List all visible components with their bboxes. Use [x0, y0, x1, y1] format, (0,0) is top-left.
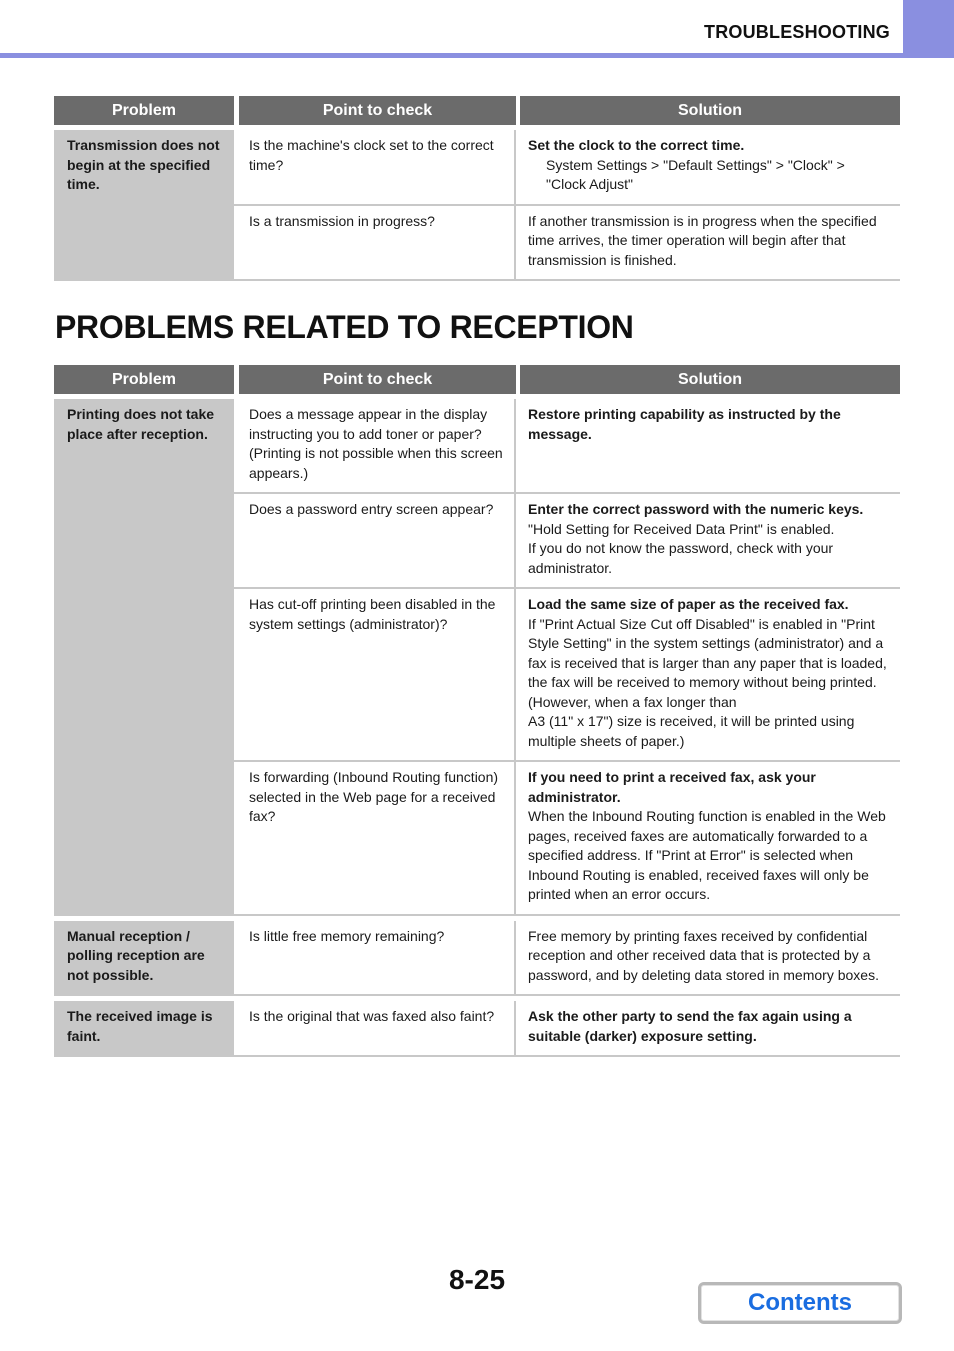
solution-cell: [516, 399, 900, 492]
point-to-check-cell: Is the machine's clock set to the correct time?: [234, 130, 516, 204]
point-to-check-cell: Has cut-off printing been disabled in the system settings (administrator)?: [234, 589, 516, 760]
problem-cell: The received image is faint.: [54, 1001, 234, 1057]
table-row: [234, 206, 900, 282]
point-to-check-cell: Is forwarding (Inbound Routing function) selected in the Web page for a received fax?: [234, 762, 516, 914]
point-to-check-cell: Is little free memory remaining?: [234, 921, 516, 995]
table-row: [234, 589, 900, 762]
solution-cell: [516, 762, 900, 914]
header-tab-block: [903, 0, 954, 58]
solution-cell: [516, 494, 900, 587]
solution-heading: Enter the correct password with the numeric keys.: [528, 501, 864, 517]
column-header-solution: Solution: [520, 365, 900, 394]
contents-button[interactable]: Contents: [698, 1282, 902, 1324]
table-header: [54, 96, 900, 125]
problem-cell: Transmission does not begin at the specified time.: [54, 130, 234, 281]
solution-heading: Set the clock to the correct time.: [528, 137, 745, 153]
problem-group: [54, 916, 900, 997]
table-row: [234, 494, 900, 589]
column-header-solution: Solution: [520, 96, 900, 125]
problem-group: [54, 399, 900, 916]
solution-text: If you do not know the password, check with your administrator.: [528, 540, 834, 576]
section-title: PROBLEMS RELATED TO RECEPTION: [55, 309, 634, 345]
solution-cell: [516, 206, 900, 280]
table-row: [234, 762, 900, 916]
table-row: [234, 1001, 900, 1057]
column-header-point-to-check: Point to check: [239, 365, 516, 394]
column-header-problem: Problem: [54, 96, 234, 125]
solution-heading: If you need to print a received fax, ask your administrator.: [528, 769, 816, 805]
problem-cell: Manual reception / polling reception are not possible.: [54, 921, 234, 997]
problem-group: [54, 996, 900, 1057]
problem-cell: Printing does not take place after reception.: [54, 399, 234, 916]
point-to-check-cell: Does a password entry screen appear?: [234, 494, 516, 587]
point-to-check-cell: Does a message appear in the display instructing you to add toner or paper? (Printing is not possible when this screen appears.): [234, 399, 516, 492]
solution-cell: [516, 130, 900, 204]
solution-text: "Hold Setting for Received Data Print" is enabled.: [528, 520, 835, 537]
solution-text: Free memory by printing faxes received by confidential reception and other received data that is protected by a password, and by deleting data stored in memory boxes.: [528, 927, 879, 983]
table-row: [234, 921, 900, 997]
reception-troubleshooting-table: [54, 365, 900, 1057]
solution-cell: [516, 1001, 900, 1055]
solution-text: If "Print Actual Size Cut off Disabled" is enabled in "Print Style Setting" in the system settings (administrator) and a fax is received that is larger than any paper that is loaded, the fax will be received to memory without being printed. (However, when a fax longer than: [528, 615, 887, 710]
transmission-troubleshooting-table: [54, 96, 900, 281]
problem-group: [54, 130, 900, 281]
column-header-problem: Problem: [54, 365, 234, 394]
solution-heading: Ask the other party to send the fax again using a suitable (darker) exposure setting.: [528, 1008, 852, 1044]
solution-heading: Restore printing capability as instructed by the message.: [528, 406, 841, 442]
column-header-point-to-check: Point to check: [239, 96, 516, 125]
page-number: 8-25: [448, 1264, 506, 1295]
header-rule: [0, 53, 954, 58]
solution-heading: Load the same size of paper as the received fax.: [528, 596, 849, 612]
table-header: [54, 365, 900, 394]
solution-text: If another transmission is in progress when the specified time arrives, the timer operation will begin after that transmission is finished.: [528, 212, 877, 268]
solution-cell: [516, 589, 900, 760]
table-row: [234, 130, 900, 206]
solution-text: A3 (11" x 17") size is received, it will be printed using multiple sheets of paper.): [528, 713, 855, 749]
chapter-title: TROUBLESHOOTING: [704, 22, 890, 42]
table-row: [234, 399, 900, 494]
point-to-check-cell: Is a transmission in progress?: [234, 206, 516, 280]
solution-text: System Settings > "Default Settings" > "Clock" > "Clock Adjust": [546, 156, 845, 192]
solution-text: When the Inbound Routing function is enabled in the Web pages, received faxes are automatically forwarded to a specified address. If "Print at Error" is selected when Inbound Routing is enabled, received faxes will only be printed when an error occurs.: [528, 808, 886, 902]
point-to-check-cell: Is the original that was faxed also faint?: [234, 1001, 516, 1055]
solution-cell: [516, 921, 900, 995]
